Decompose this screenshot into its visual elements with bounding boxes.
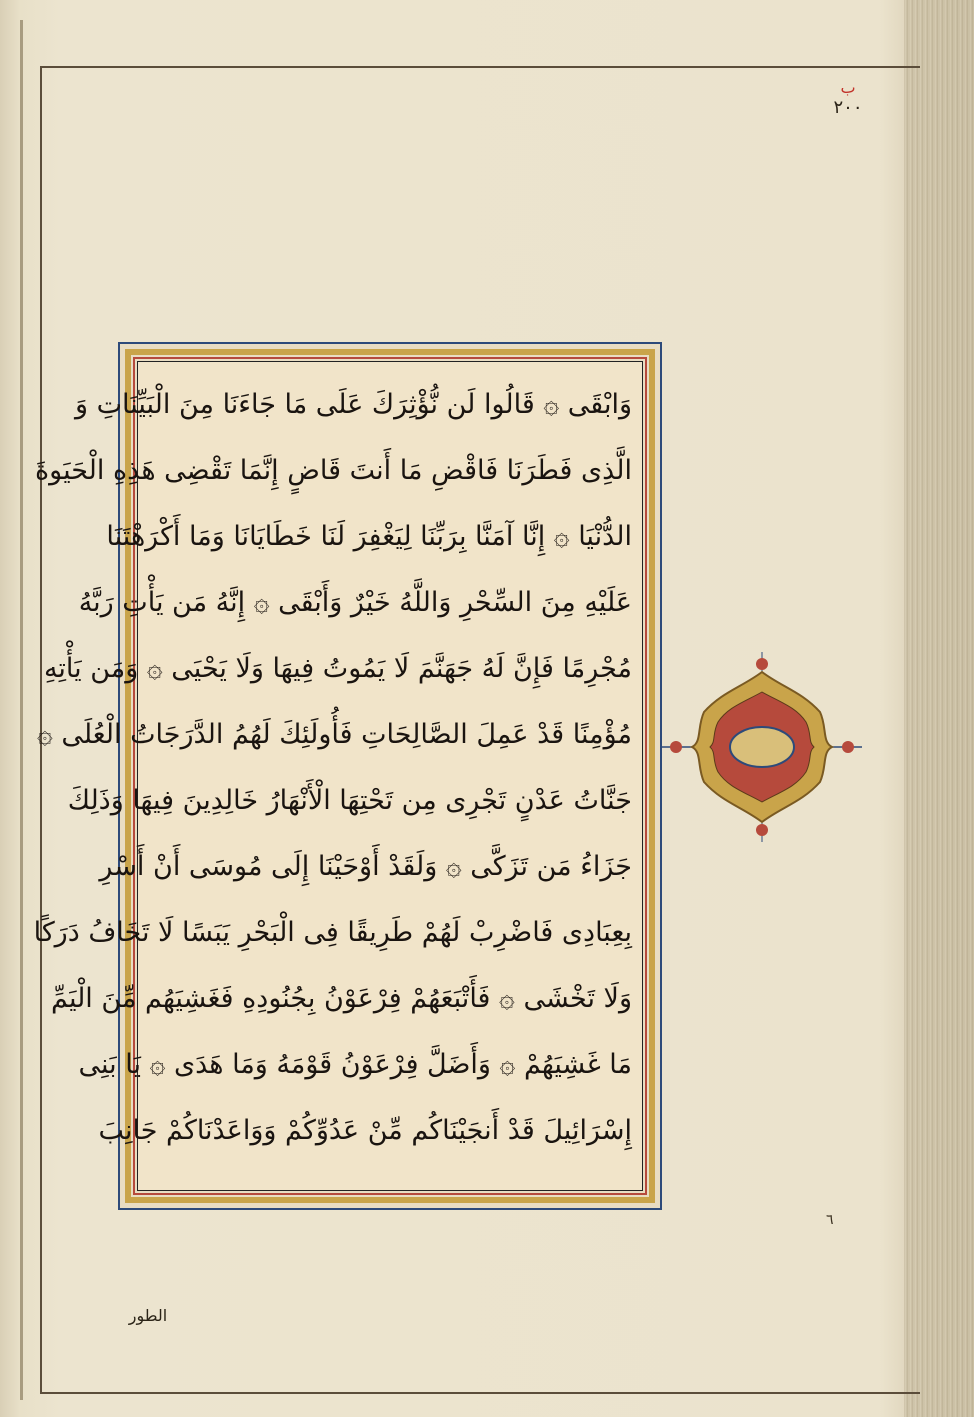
bottom-rule xyxy=(40,1392,920,1394)
marginal-medallion-icon xyxy=(662,652,862,842)
folio-number xyxy=(818,78,878,118)
text-line-5: مُجْرِمًا فَإِنَّ لَهُ جَهَنَّمَ لَا يَمُوتُ فِيهَا وَلَا يَحْيَی ۞ وَمَن يَأْتِهِ xyxy=(43,653,632,684)
text-line-9: بِعِبَادِی فَاضْرِبْ لَهُمْ طَرِيقًا فِی الْبَحْرِ يَبَسًا لَا تَخَافُ دَرَكًا xyxy=(33,917,632,948)
text-line-4: عَلَيْهِ مِنَ السِّحْرِ وَاللَّهُ خَيْرٌ وَأَبْقَی ۞ إِنَّهُ مَن يَأْتِ رَبَّهُ xyxy=(78,587,632,618)
page-edges xyxy=(904,0,974,1417)
gutter-line xyxy=(20,20,23,1400)
folio-mark: ب xyxy=(840,78,856,97)
text-line-7: جَنَّاتُ عَدْنٍ تَجْرِی مِن تَحْتِهَا الْأَنْهَارُ خَالِدِينَ فِيهَا وَذَلِكَ xyxy=(67,785,632,816)
text-line-3: الدُّنْيَا ۞ إِنَّا آمَنَّا بِرَبِّنَا لِيَغْفِرَ لَنَا خَطَايَانَا وَمَا أَكْرَهْتَنَا xyxy=(106,521,632,552)
text-block xyxy=(33,362,642,1190)
stray-mark: ٦ xyxy=(826,1212,834,1228)
text-line-2: الَّذِی فَطَرَنَا فَاقْضِ مَا أَنتَ قَاضٍ إِنَّمَا تَقْضِی هَذِهِ الْحَيَوةَ xyxy=(35,455,632,486)
text-line-1: وَابْقَی ۞ قَالُوا لَن نُّؤْثِرَكَ عَلَی مَا جَاءَنَا مِنَ الْبَيِّنَاتِ وَ xyxy=(74,389,632,420)
text-line-8: جَزَاءُ مَن تَزَكَّی ۞ وَلَقَدْ أَوْحَيْنَا إِلَی مُوسَی أَنْ أَسْرِ xyxy=(99,851,632,882)
text-line-11: مَا غَشِيَهُمْ ۞ وَأَضَلَّ فِرْعَوْنُ قَوْمَهُ وَمَا هَدَی ۞ يَا بَنِی xyxy=(78,1049,632,1080)
folio-num: ٢٠٠ xyxy=(833,97,863,118)
catchword: الطور xyxy=(128,1306,168,1325)
text-line-10: وَلَا تَخْشَی ۞ فَأَتْبَعَهُمْ فِرْعَوْنُ بِجُنُودِهِ فَغَشِيَهُم مِّنَ الْيَمِّ xyxy=(50,983,632,1014)
text-line-6: مُؤْمِنًا قَدْ عَمِلَ الصَّالِحَاتِ فَأُولَئِكَ لَهُمُ الدَّرَجَاتُ الْعُلَی ۞ xyxy=(36,719,632,750)
top-rule xyxy=(40,66,920,68)
text-line-12: إِسْرَائِيلَ قَدْ أَنجَيْنَاكُم مِّنْ عَدُوِّكُمْ وَوَاعَدْنَاكُمْ جَانِبَ xyxy=(98,1115,632,1146)
